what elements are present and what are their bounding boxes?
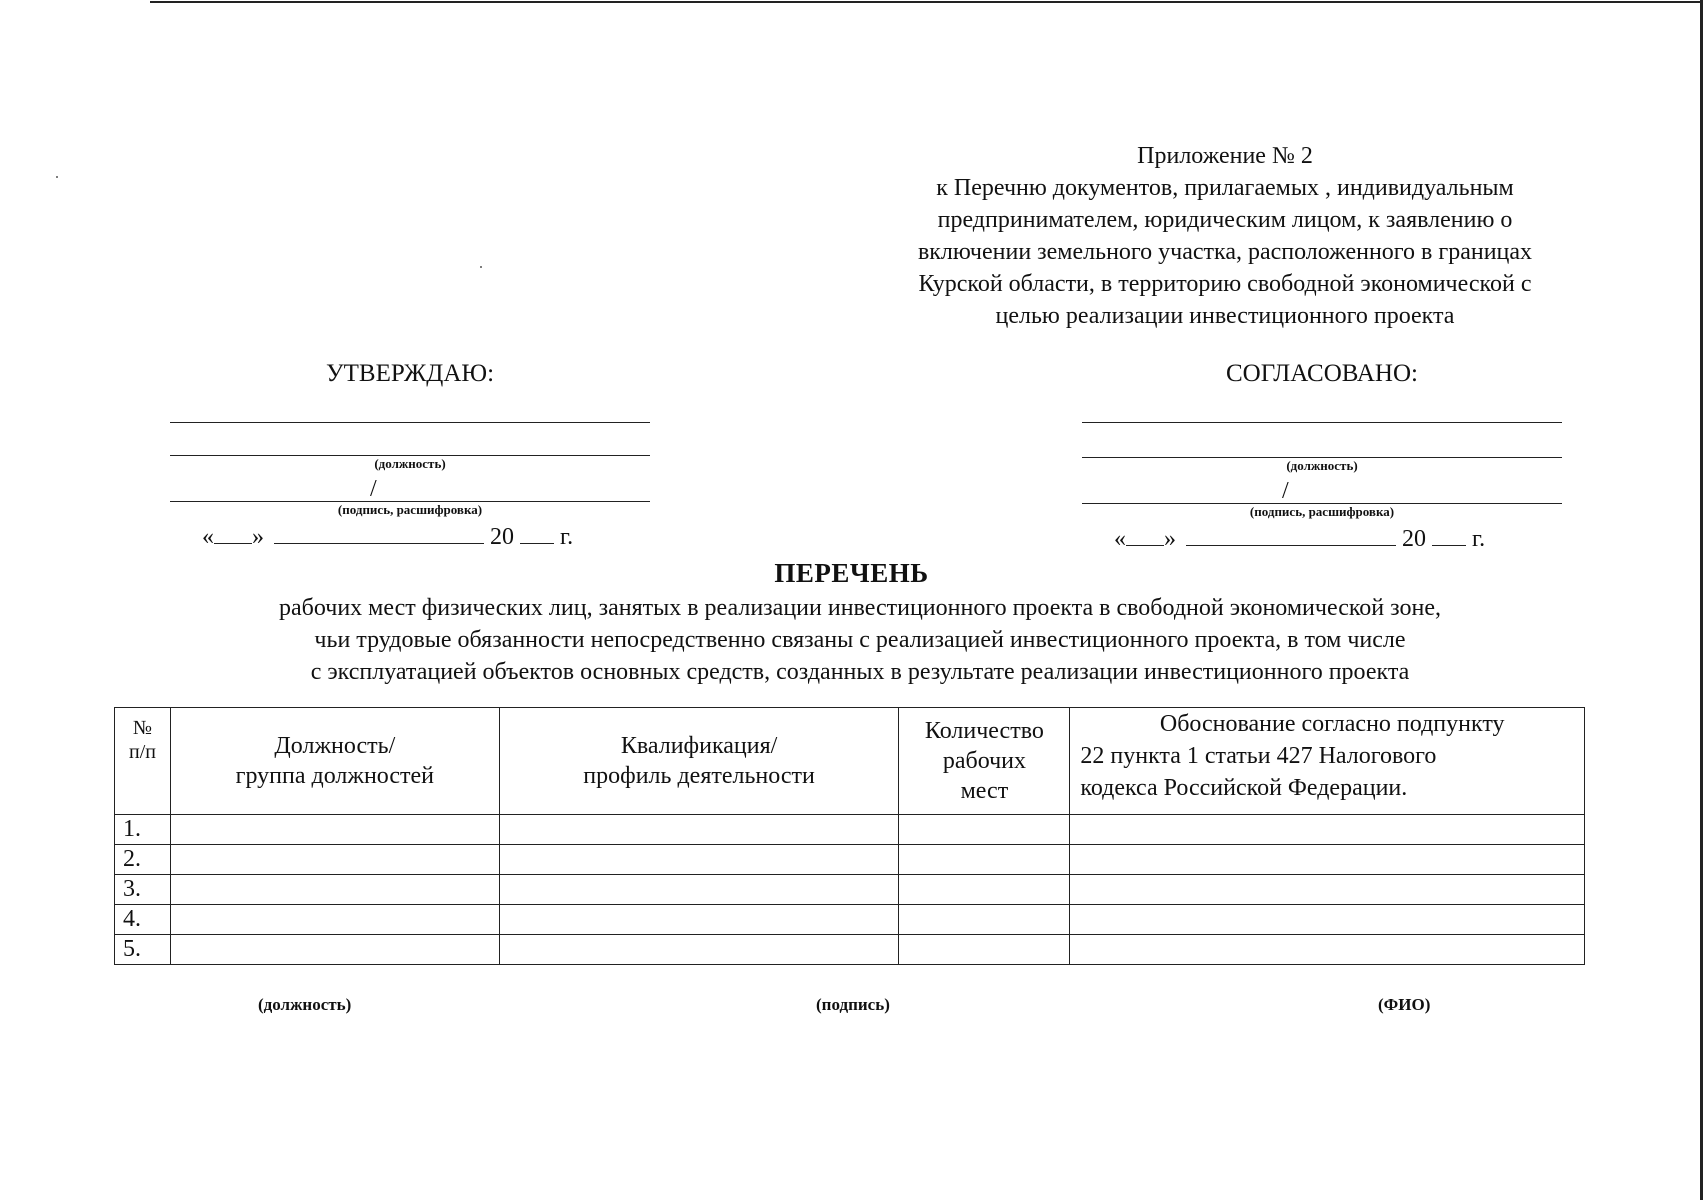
agree-line-1[interactable]: [1082, 396, 1562, 423]
cell-position[interactable]: [170, 815, 499, 845]
approve-line-2[interactable]: [170, 423, 650, 456]
agree-year-field[interactable]: [1432, 523, 1466, 546]
agree-year-prefix: 20: [1402, 526, 1426, 552]
approve-signature-line[interactable]: [170, 471, 650, 502]
cell-count[interactable]: [899, 815, 1070, 845]
approve-day-field[interactable]: [214, 521, 252, 544]
agree-slash: /: [1282, 478, 1289, 504]
agree-quote-open: «: [1114, 526, 1126, 552]
table-row: [115, 875, 1585, 905]
approve-position-caption: (должность): [374, 456, 446, 471]
annex-line: включении земельного участка, расположенного в границах: [917, 239, 1533, 265]
approve-quote-open: «: [202, 524, 214, 550]
approve-block: [170, 360, 650, 551]
scan-speck: [56, 176, 58, 178]
header-basis-line: Обоснование согласно подпункту: [1159, 711, 1505, 737]
approve-line-1[interactable]: [170, 396, 650, 423]
header-position: [170, 708, 499, 815]
row-number: 3.: [115, 875, 171, 905]
cell-count[interactable]: [899, 845, 1070, 875]
annex-header: [855, 140, 1595, 332]
header-count-line: мест: [960, 778, 1009, 804]
approve-year-field[interactable]: [520, 521, 554, 544]
cell-qualification[interactable]: [499, 845, 899, 875]
table-row: [115, 935, 1585, 965]
row-number: 4.: [115, 905, 171, 935]
cell-count[interactable]: [899, 875, 1070, 905]
approve-signature-caption: (подпись, расшифровка): [337, 502, 483, 517]
table-row: [115, 845, 1585, 875]
header-qualification-line: профиль деятельности: [583, 763, 815, 789]
cell-position[interactable]: [170, 845, 499, 875]
header-position-line: группа должностей: [235, 763, 435, 789]
footer-signature-caption: (подпись): [816, 995, 890, 1014]
cell-count[interactable]: [899, 935, 1070, 965]
approve-year-prefix: 20: [490, 524, 514, 550]
header-basis-line: 22 пункта 1 статьи 427 Налогового: [1080, 743, 1437, 769]
header-qualification: [499, 708, 899, 815]
header-position-line: Должность/: [274, 733, 396, 759]
header-qualification-line: Квалификация/: [620, 733, 778, 759]
agree-block: [1082, 360, 1562, 553]
agree-signature-caption: (подпись, расшифровка): [1249, 504, 1395, 519]
cell-qualification[interactable]: [499, 905, 899, 935]
cell-basis[interactable]: [1070, 845, 1585, 875]
approve-heading: УТВЕРЖДАЮ:: [325, 360, 495, 387]
table-row: [115, 905, 1585, 935]
agree-heading: СОГЛАСОВАНО:: [1225, 360, 1418, 387]
approve-month-field[interactable]: [274, 521, 484, 544]
approve-year-suffix: г.: [560, 524, 574, 550]
header-basis-line: кодекса Российской Федерации.: [1080, 775, 1408, 801]
workplaces-table: [114, 707, 1585, 965]
document-title: ПЕРЕЧЕНЬ: [774, 558, 929, 588]
annex-line: целью реализации инвестиционного проекта: [995, 303, 1455, 329]
agree-date: [1114, 523, 1594, 553]
cell-position[interactable]: [170, 875, 499, 905]
header-count: [899, 708, 1070, 815]
footer-position-caption: (должность): [258, 995, 352, 1014]
agree-line-2[interactable]: [1082, 423, 1562, 458]
subtitle-line: чьи трудовые обязанности непосредственно связаны с реализацией инвестиционного проекта, в том числе: [314, 627, 1406, 653]
agree-day-field[interactable]: [1126, 523, 1164, 546]
cell-basis[interactable]: [1070, 875, 1585, 905]
row-number: 2.: [115, 845, 171, 875]
cell-qualification[interactable]: [499, 875, 899, 905]
annex-line: предпринимателем, юридическим лицом, к заявлению о: [937, 207, 1513, 233]
agree-quote-close: »: [1164, 526, 1176, 552]
annex-line: Приложение № 2: [1137, 143, 1313, 169]
cell-count[interactable]: [899, 905, 1070, 935]
approve-date: [202, 521, 682, 551]
header-num-line: п/п: [128, 741, 156, 763]
header-count-line: рабочих: [942, 748, 1026, 774]
cell-qualification[interactable]: [499, 815, 899, 845]
document-subtitle: [150, 592, 1570, 688]
table-row: [115, 815, 1585, 845]
subtitle-line: рабочих мест физических лиц, занятых в реализации инвестиционного проекта в свободной экономической зоне,: [279, 595, 1441, 621]
cell-basis[interactable]: [1070, 935, 1585, 965]
row-number: 5.: [115, 935, 171, 965]
cell-qualification[interactable]: [499, 935, 899, 965]
table-header-row: [115, 708, 1585, 815]
cell-position[interactable]: [170, 935, 499, 965]
agree-month-field[interactable]: [1186, 523, 1396, 546]
approve-quote-close: »: [252, 524, 264, 550]
subtitle-line: с эксплуатацией объектов основных средств, созданных в результате реализации инвестиционного проекта: [310, 659, 1410, 685]
cell-basis[interactable]: [1070, 815, 1585, 845]
row-number: 1.: [115, 815, 171, 845]
header-count-line: Количество: [924, 718, 1044, 744]
header-num-line: №: [132, 717, 153, 739]
header-basis: [1070, 708, 1585, 815]
annex-line: Курской области, в территорию свободной экономической с: [918, 271, 1532, 297]
annex-line: к Перечню документов, прилагаемых , индивидуальным: [936, 175, 1514, 201]
agree-year-suffix: г.: [1472, 526, 1486, 552]
footer-name-caption: (ФИО): [1378, 995, 1431, 1014]
agree-position-caption: (должность): [1286, 458, 1358, 473]
header-num: [115, 708, 171, 815]
scan-top-edge: [150, 1, 1703, 3]
agree-signature-line[interactable]: [1082, 473, 1562, 504]
cell-position[interactable]: [170, 905, 499, 935]
cell-basis[interactable]: [1070, 905, 1585, 935]
approve-slash: /: [370, 476, 377, 502]
scan-speck: [480, 266, 482, 268]
